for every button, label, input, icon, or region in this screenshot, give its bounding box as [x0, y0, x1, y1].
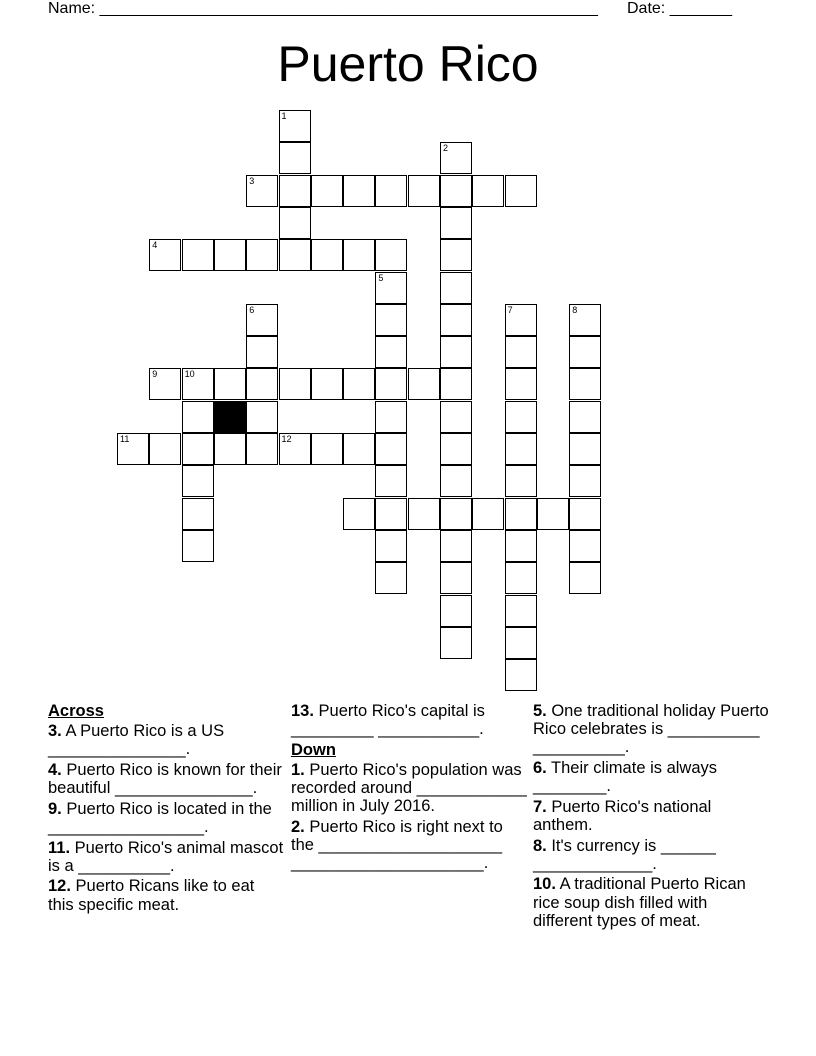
crossword-cell[interactable]	[214, 239, 246, 271]
date-field-label[interactable]: Date: _______	[627, 0, 732, 17]
clue-number-label: 9	[152, 369, 158, 380]
crossword-cell[interactable]	[408, 175, 440, 207]
clue-down-2	[291, 818, 527, 873]
crossword-cell[interactable]	[375, 530, 407, 562]
crossword-cell[interactable]	[279, 207, 311, 239]
clue-text: One traditional holiday Puerto Rico celebrates is __________ __________.	[533, 702, 769, 757]
clue-down-1	[291, 761, 527, 816]
crossword-cell[interactable]	[343, 368, 375, 400]
crossword-cell[interactable]	[279, 142, 311, 174]
clue-text: Their climate is always ________.	[533, 759, 718, 796]
clue-number-label: 4	[152, 240, 158, 251]
clue-number-label: 6	[249, 304, 255, 315]
crossword-cell[interactable]	[440, 368, 472, 400]
clue-number-label: 7	[507, 304, 513, 315]
crossword-cell[interactable]	[505, 595, 537, 627]
crossword-cell[interactable]	[246, 401, 278, 433]
black-square	[214, 401, 246, 433]
crossword-cell[interactable]	[246, 433, 278, 465]
crossword-cell[interactable]	[472, 175, 504, 207]
crossword-cell[interactable]	[149, 368, 181, 400]
crossword-cell[interactable]	[246, 336, 278, 368]
crossword-cell[interactable]	[505, 530, 537, 562]
crossword-cell[interactable]	[440, 336, 472, 368]
crossword-cell[interactable]	[472, 498, 504, 530]
crossword-cell[interactable]	[182, 239, 214, 271]
clue-number: 10.	[533, 875, 556, 894]
clue-across-11	[48, 839, 284, 875]
crossword-cell[interactable]	[505, 336, 537, 368]
clue-number: 9.	[48, 799, 62, 818]
across-heading: Across	[48, 702, 104, 720]
crossword-cell[interactable]	[505, 627, 537, 659]
crossword-cell[interactable]	[505, 175, 537, 207]
crossword-cell[interactable]	[246, 304, 278, 336]
clue-text: Puerto Rico's capital is _________ ___________.	[291, 702, 485, 739]
clues-column-2	[291, 702, 527, 875]
crossword-cell[interactable]	[375, 433, 407, 465]
clue-text: Puerto Ricans like to eat this specific meat.	[48, 877, 255, 914]
crossword-cell[interactable]	[569, 368, 601, 400]
crossword-cell[interactable]	[505, 368, 537, 400]
crossword-cell[interactable]	[440, 142, 472, 174]
crossword-cell[interactable]	[569, 530, 601, 562]
crossword-cell[interactable]	[440, 595, 472, 627]
clue-number: 2.	[291, 818, 305, 836]
crossword-cell[interactable]	[569, 433, 601, 465]
crossword-cell[interactable]	[182, 433, 214, 465]
crossword-cell[interactable]	[375, 562, 407, 594]
crossword-cell[interactable]	[440, 498, 472, 530]
crossword-cell[interactable]	[311, 239, 343, 271]
name-field-label[interactable]: Name: ________________________________________________________	[48, 0, 598, 17]
crossword-cell[interactable]	[440, 465, 472, 497]
crossword-cell[interactable]	[569, 304, 601, 336]
crossword-cell[interactable]	[214, 368, 246, 400]
clue-number-label: 11	[120, 434, 130, 444]
clue-text: Puerto Rico's population was recorded around ____________ million in July 2016.	[291, 761, 527, 816]
crossword-cell[interactable]	[408, 368, 440, 400]
crossword-cell[interactable]	[311, 433, 343, 465]
clue-number-label: 1	[281, 111, 287, 121]
crossword-cell[interactable]	[279, 368, 311, 400]
clue-number: 5.	[533, 702, 547, 720]
crossword-cell[interactable]	[117, 433, 149, 465]
clue-down-6	[533, 759, 769, 795]
crossword-cell[interactable]	[182, 498, 214, 530]
crossword-cell[interactable]	[343, 175, 375, 207]
crossword-cell[interactable]	[440, 304, 472, 336]
page-title: Puerto Rico	[277, 36, 539, 92]
crossword-cell[interactable]	[440, 433, 472, 465]
crossword-cell[interactable]	[537, 498, 569, 530]
crossword-cell[interactable]	[375, 239, 407, 271]
clue-text: Puerto Rico's animal mascot is a __________.	[48, 838, 284, 875]
crossword-cell[interactable]	[375, 401, 407, 433]
clue-number: 3.	[48, 722, 62, 741]
crossword-cell[interactable]	[279, 239, 311, 271]
crossword-cell[interactable]	[149, 239, 181, 271]
clues-column-3	[533, 702, 769, 932]
crossword-cell[interactable]	[343, 433, 375, 465]
crossword-cell[interactable]	[505, 465, 537, 497]
crossword-cell[interactable]	[505, 401, 537, 433]
clue-number: 1.	[291, 761, 305, 779]
clue-across-3	[48, 722, 284, 758]
clue-number-label: 8	[572, 304, 578, 315]
clue-number-label: 12	[281, 434, 292, 444]
crossword-cell[interactable]	[569, 336, 601, 368]
crossword-cell[interactable]	[408, 498, 440, 530]
clue-text: Puerto Rico is known for their beautiful _______________.	[48, 761, 282, 798]
clues-column-1	[48, 702, 284, 916]
crossword-cell[interactable]	[279, 110, 311, 142]
crossword-cell[interactable]	[375, 368, 407, 400]
crossword-cell[interactable]	[569, 465, 601, 497]
clue-text: It's currency is ______ _____________.	[533, 836, 716, 873]
clue-number-label: 3	[249, 175, 255, 186]
clue-down-5	[533, 702, 769, 757]
crossword-cell[interactable]	[311, 175, 343, 207]
crossword-cell[interactable]	[279, 175, 311, 207]
clue-number-label: 2	[443, 143, 449, 154]
crossword-cell[interactable]	[440, 562, 472, 594]
clue-down-7	[533, 798, 769, 834]
clue-number: 8.	[533, 836, 547, 855]
crossword-cell[interactable]	[343, 239, 375, 271]
crossword-cell[interactable]	[182, 401, 214, 433]
crossword-cell[interactable]	[440, 207, 472, 239]
crossword-cell[interactable]	[440, 530, 472, 562]
crossword-cell[interactable]	[375, 336, 407, 368]
clue-text: A Puerto Rico is a US _______________.	[48, 722, 225, 759]
crossword-cell[interactable]	[375, 465, 407, 497]
crossword-cell[interactable]	[440, 627, 472, 659]
clue-across-12	[48, 877, 284, 913]
clue-across-9	[48, 800, 284, 836]
crossword-cell[interactable]	[375, 304, 407, 336]
crossword-cell[interactable]	[149, 433, 181, 465]
crossword-cell[interactable]	[440, 175, 472, 207]
crossword-cell[interactable]	[505, 659, 537, 691]
clue-number: 13.	[291, 702, 314, 720]
crossword-cell[interactable]	[375, 175, 407, 207]
crossword-cell[interactable]	[182, 368, 214, 400]
clue-text: Puerto Rico is right next to the ____________________ _____________________.	[291, 818, 503, 873]
crossword-cell[interactable]	[311, 368, 343, 400]
crossword-cell[interactable]	[343, 498, 375, 530]
crossword-cell[interactable]	[440, 272, 472, 304]
clue-number: 4.	[48, 761, 62, 779]
clue-text: Puerto Rico is located in the _________________.	[48, 799, 272, 836]
crossword-cell[interactable]	[279, 433, 311, 465]
crossword-cell[interactable]	[214, 433, 246, 465]
crossword-cell[interactable]	[182, 530, 214, 562]
clue-across-4	[48, 761, 284, 797]
crossword-cell[interactable]	[246, 175, 278, 207]
crossword-cell[interactable]	[440, 239, 472, 271]
clue-number: 7.	[533, 797, 547, 816]
crossword-cell[interactable]	[505, 433, 537, 465]
clue-down-8	[533, 837, 769, 873]
clue-across-13	[291, 702, 527, 738]
crossword-cell[interactable]	[375, 498, 407, 530]
crossword-cell[interactable]	[505, 498, 537, 530]
crossword-cell[interactable]	[440, 401, 472, 433]
crossword-cell[interactable]	[246, 239, 278, 271]
clue-number-label: 5	[378, 272, 384, 283]
crossword-cell[interactable]	[569, 401, 601, 433]
crossword-cell[interactable]	[569, 498, 601, 530]
clue-number: 11.	[48, 838, 71, 857]
clue-number: 12.	[48, 877, 71, 896]
clue-text: A traditional Puerto Rican rice soup dish filled with different types of meat.	[533, 875, 746, 930]
crossword-cell[interactable]	[182, 465, 214, 497]
crossword-cell[interactable]	[569, 562, 601, 594]
clue-number: 6.	[533, 759, 547, 777]
crossword-cell[interactable]	[505, 304, 537, 336]
clue-down-10	[533, 875, 769, 930]
crossword-cell[interactable]	[246, 368, 278, 400]
crossword-cell[interactable]	[375, 272, 407, 304]
clue-text: Puerto Rico's national anthem.	[533, 797, 712, 834]
clue-number-label: 10	[184, 369, 195, 380]
down-heading: Down	[291, 740, 336, 759]
crossword-cell[interactable]	[505, 562, 537, 594]
